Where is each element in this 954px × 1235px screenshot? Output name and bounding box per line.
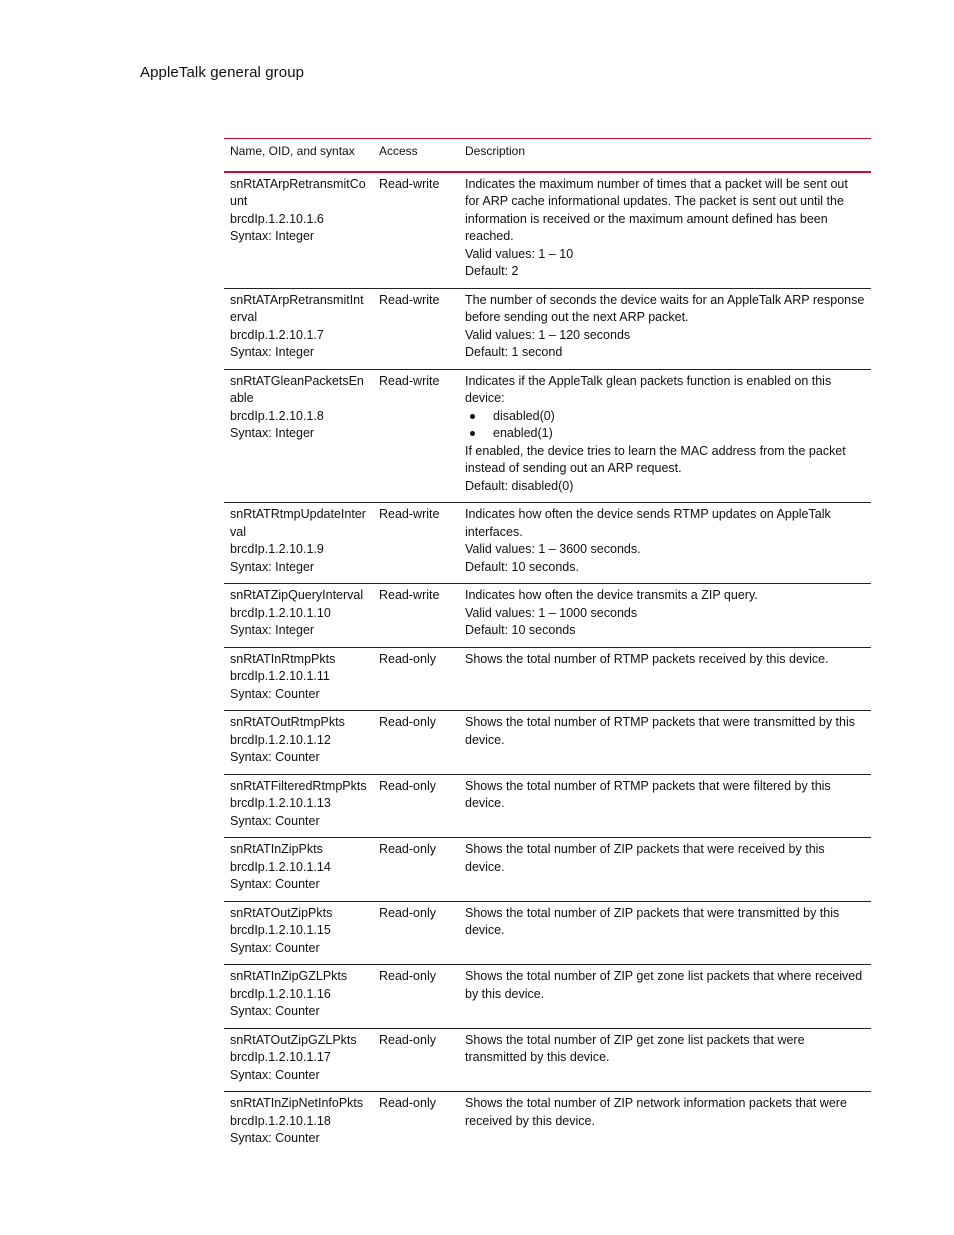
object-name: snRtATInZipPkts [230,842,323,856]
object-syntax: Syntax: Integer [230,345,315,359]
description-text: Shows the total number of RTMP packets that were transmitted by this device. [465,715,855,747]
access-cell [373,774,459,838]
table-row [224,172,871,289]
access-cell [373,369,459,503]
table-body [224,172,871,1155]
object-name: snRtATInZipGZLPkts [230,969,348,983]
access-cell [373,503,459,584]
access-cell [373,1028,459,1092]
default-value: Default: disabled(0) [465,478,574,493]
object-syntax: Syntax: Counter [230,750,320,764]
access-value: Read-only [379,778,436,793]
access-cell [373,288,459,369]
access-value: Read-only [379,1032,436,1047]
description-text: Shows the total number of RTMP packets that were filtered by this device. [465,778,831,810]
object-name-cell [224,369,373,503]
valid-values: Valid values: 1 – 3600 seconds. [465,542,641,556]
access-cell [373,584,459,648]
object-oid: brcdIp.1.2.10.1.7 [230,327,324,342]
access-cell [373,711,459,775]
object-name-cell [224,711,373,775]
description-cell [459,774,871,838]
object-oid: brcdIp.1.2.10.1.11 [230,669,330,683]
object-name: snRtATArpRetransmitCount [230,176,366,208]
object-syntax: Syntax: Counter [230,1004,320,1018]
object-oid: brcdIp.1.2.10.1.13 [230,796,331,810]
option-list [465,408,865,443]
object-name: snRtATRtmpUpdateInterval [230,507,366,539]
valid-values: Valid values: 1 – 120 seconds [465,327,631,342]
default-value: Default: 2 [465,264,519,278]
description-cell [459,1028,871,1092]
description-cell [459,288,871,369]
description-text: Indicates if the AppleTalk glean packets function is enabled on this device: [465,373,832,405]
description-cell [459,647,871,711]
default-value: Default: 10 seconds [465,623,576,637]
access-value: Read-only [379,1096,436,1110]
object-oid: brcdIp.1.2.10.1.15 [230,923,331,937]
access-value: Read-only [379,651,436,666]
object-name: snRtATZipQueryInterval [230,588,364,602]
object-name-cell [224,1092,373,1155]
object-name: snRtATArpRetransmitInterval [230,292,364,324]
section-title: AppleTalk general group [140,64,305,81]
object-oid: brcdIp.1.2.10.1.8 [230,408,324,423]
object-oid: brcdIp.1.2.10.1.14 [230,859,331,874]
object-name-cell [224,965,373,1029]
table-row [224,1028,871,1092]
object-name-cell [224,1028,373,1092]
object-name: snRtATInZipNetInfoPkts [230,1096,364,1110]
description-text: Shows the total number of ZIP get zone list packets that were transmitted by this device. [465,1032,805,1064]
table-row [224,711,871,775]
access-cell [373,838,459,902]
object-syntax: Syntax: Counter [230,1067,320,1082]
object-oid: brcdIp.1.2.10.1.17 [230,1050,331,1064]
object-name: snRtATGleanPacketsEnable [230,373,364,405]
object-name-cell [224,172,373,289]
object-oid: brcdIp.1.2.10.1.6 [230,211,324,226]
table-row [224,774,871,838]
access-value: Read-write [379,292,440,307]
description-note: If enabled, the device tries to learn the MAC address from the packet instead of sending out an ARP request. [465,443,846,475]
access-value: Read-only [379,969,436,983]
column-header-name: Name, OID, and syntax [224,139,373,172]
description-text: Shows the total number of ZIP packets that were transmitted by this device. [465,905,840,937]
table-row [224,901,871,965]
access-cell [373,901,459,965]
object-name: snRtATOutZipPkts [230,905,333,920]
table-row [224,647,871,711]
table-row [224,288,871,369]
object-syntax: Syntax: Integer [230,426,315,440]
description-text: Indicates how often the device sends RTMP updates on AppleTalk interfaces. [465,507,831,539]
access-cell [373,172,459,289]
valid-values: Valid values: 1 – 1000 seconds [465,605,638,620]
object-syntax: Syntax: Counter [230,877,320,891]
object-name-cell [224,503,373,584]
description-text: Shows the total number of ZIP packets that were received by this device. [465,842,825,874]
column-header-access: Access [373,139,459,172]
description-cell [459,172,871,289]
description-text: The number of seconds the device waits for an AppleTalk ARP response before sending out the next ARP packet. [465,292,865,324]
object-syntax: Syntax: Integer [230,229,315,243]
object-name: snRtATInRtmpPkts [230,651,336,666]
description-cell [459,1092,871,1155]
option-item: disabled(0) [465,408,865,426]
description-cell [459,901,871,965]
description-text: Shows the total number of ZIP get zone list packets that where received by this device. [465,969,863,1001]
table-row [224,965,871,1029]
access-value: Read-write [379,176,440,191]
object-name-cell [224,774,373,838]
access-value: Read-write [379,588,440,602]
description-text: Indicates the maximum number of times that a packet will be sent out for ARP cache informational updates. The packet is sent out until the information is received or the maximum amount defined has been reached. [465,176,848,243]
table-row [224,838,871,902]
object-syntax: Syntax: Integer [230,623,315,637]
mib-object-table [224,138,871,1155]
object-oid: brcdIp.1.2.10.1.10 [230,605,331,620]
column-header-description: Description [459,139,871,172]
object-name-cell [224,838,373,902]
description-cell [459,503,871,584]
object-syntax: Syntax: Integer [230,559,315,574]
object-syntax: Syntax: Counter [230,813,320,828]
table-row [224,369,871,503]
description-cell [459,369,871,503]
access-value: Read-only [379,905,436,920]
access-cell [373,647,459,711]
object-name-cell [224,901,373,965]
object-syntax: Syntax: Counter [230,1131,320,1145]
description-cell [459,838,871,902]
access-value: Read-only [379,715,436,729]
description-cell [459,584,871,648]
object-oid: brcdIp.1.2.10.1.18 [230,1113,331,1128]
table-header-row [224,139,871,172]
object-oid: brcdIp.1.2.10.1.16 [230,986,331,1001]
table-row [224,1092,871,1155]
object-oid: brcdIp.1.2.10.1.9 [230,542,324,556]
table-row [224,584,871,648]
object-name-cell [224,584,373,648]
object-oid: brcdIp.1.2.10.1.12 [230,732,331,747]
object-name-cell [224,647,373,711]
object-syntax: Syntax: Counter [230,940,320,955]
description-cell [459,711,871,775]
object-name: snRtATOutZipGZLPkts [230,1032,357,1047]
description-cell [459,965,871,1029]
description-text: Shows the total number of RTMP packets received by this device. [465,651,829,666]
access-value: Read-write [379,373,440,388]
default-value: Default: 1 second [465,345,563,359]
table-row [224,503,871,584]
description-text: Shows the total number of ZIP network information packets that were received by this device. [465,1096,847,1128]
valid-values: Valid values: 1 – 10 [465,246,574,261]
default-value: Default: 10 seconds. [465,559,579,574]
access-cell [373,1092,459,1155]
access-cell [373,965,459,1029]
option-item: enabled(1) [465,425,865,443]
object-name: snRtATOutRtmpPkts [230,715,345,729]
description-text: Indicates how often the device transmits a ZIP query. [465,588,758,602]
object-name: snRtATFilteredRtmpPkts [230,778,367,793]
object-name-cell [224,288,373,369]
access-value: Read-write [379,507,440,521]
access-value: Read-only [379,842,436,856]
object-syntax: Syntax: Counter [230,686,320,701]
